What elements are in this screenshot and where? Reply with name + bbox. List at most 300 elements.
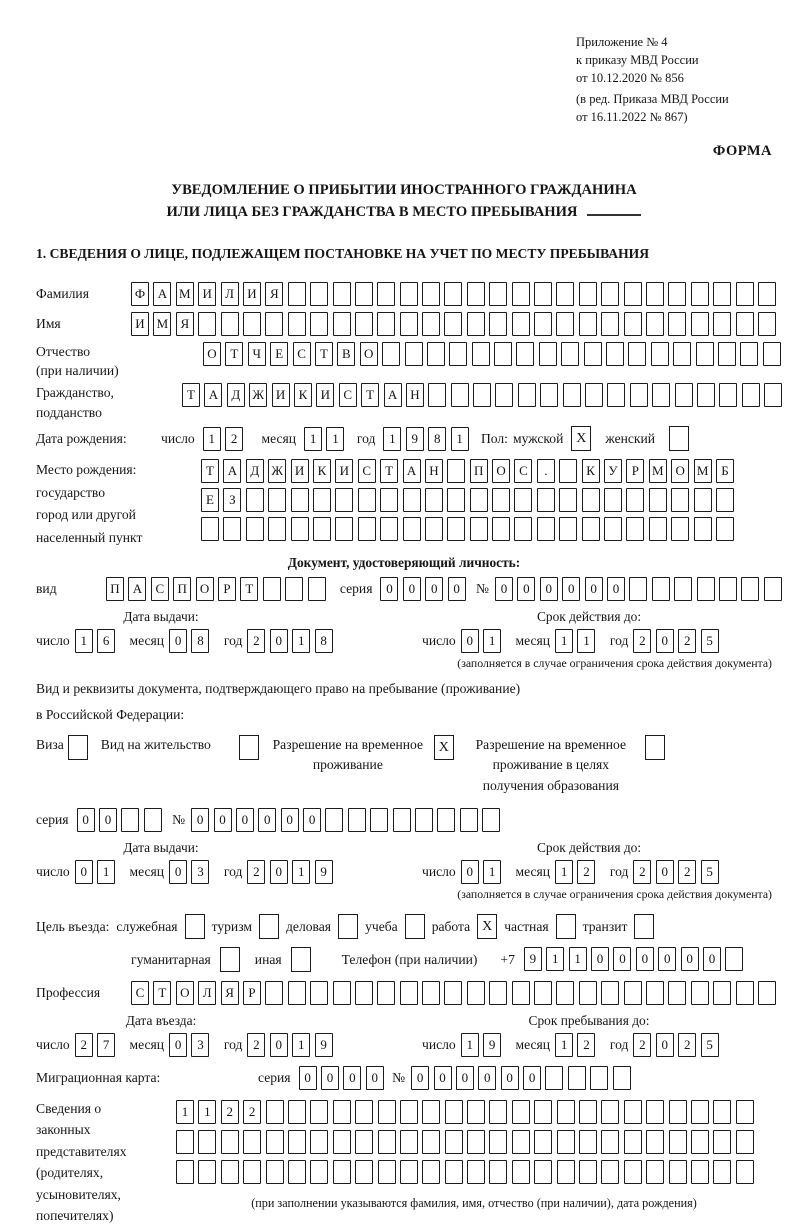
char-box[interactable] <box>545 1066 563 1090</box>
char-box[interactable] <box>415 808 433 832</box>
char-box[interactable] <box>460 808 478 832</box>
char-box[interactable] <box>713 282 731 306</box>
char-box[interactable] <box>669 1100 687 1124</box>
char-box[interactable] <box>718 342 736 366</box>
char-box[interactable]: С <box>293 342 311 366</box>
char-box[interactable]: 0 <box>366 1066 384 1090</box>
char-box[interactable] <box>716 488 734 512</box>
char-box[interactable]: 1 <box>546 947 564 971</box>
char-box[interactable]: 0 <box>343 1066 361 1090</box>
char-box[interactable] <box>467 1100 485 1124</box>
char-box[interactable]: И <box>198 282 216 306</box>
char-box[interactable]: 2 <box>75 1033 93 1057</box>
char-box[interactable] <box>447 488 465 512</box>
char-box[interactable]: 0 <box>523 1066 541 1090</box>
entry-month-input[interactable] <box>169 1033 214 1057</box>
char-box[interactable] <box>266 1160 284 1184</box>
char-box[interactable]: 2 <box>225 427 243 451</box>
char-box[interactable]: 0 <box>214 808 232 832</box>
char-box[interactable] <box>628 342 646 366</box>
char-box[interactable]: 6 <box>97 629 115 653</box>
birth-year-input[interactable] <box>383 427 473 451</box>
char-box[interactable] <box>673 342 691 366</box>
char-box[interactable]: 0 <box>703 947 721 971</box>
char-box[interactable]: 1 <box>97 860 115 884</box>
char-box[interactable] <box>624 282 642 306</box>
char-box[interactable] <box>630 383 648 407</box>
char-box[interactable]: Т <box>240 577 258 601</box>
char-box[interactable] <box>427 342 445 366</box>
char-box[interactable]: 9 <box>406 427 424 451</box>
char-box[interactable] <box>313 488 331 512</box>
residence-expiry-day-input[interactable] <box>461 860 506 884</box>
char-box[interactable] <box>697 383 715 407</box>
char-box[interactable] <box>582 488 600 512</box>
char-box[interactable] <box>764 577 782 601</box>
char-box[interactable] <box>489 1100 507 1124</box>
char-box[interactable] <box>758 981 776 1005</box>
char-box[interactable]: В <box>337 342 355 366</box>
char-box[interactable] <box>512 981 530 1005</box>
char-box[interactable] <box>624 1160 642 1184</box>
char-box[interactable]: С <box>131 981 149 1005</box>
residence-expiry-year-input[interactable] <box>633 860 723 884</box>
char-box[interactable] <box>198 312 216 336</box>
char-box[interactable] <box>559 488 577 512</box>
char-box[interactable] <box>265 312 283 336</box>
char-box[interactable]: О <box>176 981 194 1005</box>
char-box[interactable] <box>713 1160 731 1184</box>
char-box[interactable]: З <box>223 488 241 512</box>
char-box[interactable] <box>579 1100 597 1124</box>
char-box[interactable]: 0 <box>77 808 95 832</box>
char-box[interactable]: М <box>176 282 194 306</box>
char-box[interactable] <box>325 808 343 832</box>
identity-expiry-year-input[interactable] <box>633 629 723 653</box>
char-box[interactable]: 0 <box>303 808 321 832</box>
char-box[interactable] <box>403 517 421 541</box>
char-box[interactable]: 2 <box>678 1033 696 1057</box>
char-box[interactable] <box>713 1130 731 1154</box>
char-box[interactable] <box>736 981 754 1005</box>
identity-kind-input[interactable] <box>106 577 330 601</box>
char-box[interactable]: 9 <box>315 1033 333 1057</box>
char-box[interactable]: О <box>196 577 214 601</box>
residence-option-visa-checkbox[interactable] <box>68 735 88 760</box>
char-box[interactable] <box>377 312 395 336</box>
char-box[interactable] <box>740 342 758 366</box>
char-box[interactable] <box>716 517 734 541</box>
char-box[interactable] <box>310 1100 328 1124</box>
char-box[interactable]: О <box>203 342 221 366</box>
char-box[interactable] <box>268 488 286 512</box>
char-box[interactable]: 0 <box>403 577 421 601</box>
char-box[interactable]: 0 <box>258 808 276 832</box>
char-box[interactable] <box>579 312 597 336</box>
char-box[interactable] <box>489 1160 507 1184</box>
char-box[interactable] <box>579 282 597 306</box>
char-box[interactable] <box>516 342 534 366</box>
char-box[interactable]: 0 <box>434 1066 452 1090</box>
char-box[interactable] <box>428 383 446 407</box>
char-box[interactable]: 9 <box>483 1033 501 1057</box>
char-box[interactable] <box>563 383 581 407</box>
char-box[interactable]: 2 <box>633 860 651 884</box>
stay-year-input[interactable] <box>633 1033 723 1057</box>
char-box[interactable]: 0 <box>501 1066 519 1090</box>
char-box[interactable]: М <box>649 459 667 483</box>
char-box[interactable]: 0 <box>562 577 580 601</box>
char-box[interactable] <box>355 312 373 336</box>
char-box[interactable]: К <box>313 459 331 483</box>
char-box[interactable] <box>613 1066 631 1090</box>
char-box[interactable] <box>400 981 418 1005</box>
residence-option-education-permit-checkbox[interactable] <box>645 735 665 760</box>
residence-series-input[interactable] <box>77 808 167 832</box>
char-box[interactable] <box>176 1160 194 1184</box>
char-box[interactable] <box>380 488 398 512</box>
char-box[interactable] <box>447 517 465 541</box>
char-box[interactable] <box>534 312 552 336</box>
char-box[interactable] <box>590 1066 608 1090</box>
char-box[interactable] <box>422 312 440 336</box>
char-box[interactable] <box>358 488 376 512</box>
phone-input[interactable] <box>524 947 748 971</box>
entry-year-input[interactable] <box>247 1033 337 1057</box>
char-box[interactable]: 1 <box>461 1033 479 1057</box>
char-box[interactable]: Е <box>270 342 288 366</box>
char-box[interactable] <box>512 1130 530 1154</box>
char-box[interactable]: П <box>106 577 124 601</box>
char-box[interactable] <box>534 1130 552 1154</box>
char-box[interactable] <box>652 383 670 407</box>
purpose-tourism-checkbox[interactable] <box>259 914 279 939</box>
char-box[interactable] <box>646 1100 664 1124</box>
char-box[interactable] <box>308 577 326 601</box>
char-box[interactable] <box>556 312 574 336</box>
char-box[interactable]: 1 <box>203 427 221 451</box>
char-box[interactable] <box>472 342 490 366</box>
char-box[interactable] <box>495 383 513 407</box>
char-box[interactable]: 1 <box>555 1033 573 1057</box>
char-box[interactable]: 2 <box>577 1033 595 1057</box>
char-box[interactable] <box>675 383 693 407</box>
char-box[interactable] <box>725 947 743 971</box>
char-box[interactable] <box>512 1100 530 1124</box>
char-box[interactable]: 0 <box>299 1066 317 1090</box>
char-box[interactable] <box>624 312 642 336</box>
char-box[interactable]: С <box>514 459 532 483</box>
birth-month-input[interactable] <box>304 427 349 451</box>
char-box[interactable] <box>444 981 462 1005</box>
stay-day-input[interactable] <box>461 1033 506 1057</box>
char-box[interactable] <box>691 312 709 336</box>
char-box[interactable] <box>568 1066 586 1090</box>
char-box[interactable]: Е <box>201 488 219 512</box>
char-box[interactable]: 7 <box>97 1033 115 1057</box>
char-box[interactable] <box>310 312 328 336</box>
sex-female-checkbox[interactable] <box>669 426 689 451</box>
char-box[interactable] <box>221 312 239 336</box>
identity-issue-day-input[interactable] <box>75 629 120 653</box>
char-box[interactable] <box>176 1130 194 1154</box>
char-box[interactable] <box>539 342 557 366</box>
char-box[interactable] <box>470 517 488 541</box>
char-box[interactable]: С <box>358 459 376 483</box>
char-box[interactable] <box>579 981 597 1005</box>
char-box[interactable] <box>246 517 264 541</box>
char-box[interactable] <box>405 342 423 366</box>
char-box[interactable] <box>489 981 507 1005</box>
char-box[interactable] <box>288 1130 306 1154</box>
birth-place-input-row3[interactable] <box>201 517 738 541</box>
char-box[interactable] <box>713 981 731 1005</box>
char-box[interactable] <box>425 517 443 541</box>
char-box[interactable] <box>691 1160 709 1184</box>
residence-issue-month-input[interactable] <box>169 860 214 884</box>
char-box[interactable] <box>534 981 552 1005</box>
char-box[interactable]: П <box>470 459 488 483</box>
char-box[interactable] <box>489 282 507 306</box>
char-box[interactable] <box>444 282 462 306</box>
char-box[interactable] <box>601 312 619 336</box>
char-box[interactable] <box>198 1130 216 1154</box>
char-box[interactable]: 1 <box>577 629 595 653</box>
patronymic-input[interactable] <box>203 342 785 366</box>
citizenship-input[interactable] <box>182 383 787 407</box>
char-box[interactable] <box>377 981 395 1005</box>
char-box[interactable] <box>400 312 418 336</box>
migration-series-input[interactable] <box>299 1066 389 1090</box>
char-box[interactable]: О <box>671 459 689 483</box>
birth-day-input[interactable] <box>203 427 248 451</box>
char-box[interactable] <box>288 1160 306 1184</box>
char-box[interactable] <box>668 981 686 1005</box>
char-box[interactable] <box>518 383 536 407</box>
char-box[interactable]: А <box>403 459 421 483</box>
char-box[interactable]: М <box>694 459 712 483</box>
char-box[interactable]: И <box>335 459 353 483</box>
char-box[interactable] <box>719 383 737 407</box>
char-box[interactable] <box>333 981 351 1005</box>
char-box[interactable] <box>400 1130 418 1154</box>
char-box[interactable]: Н <box>406 383 424 407</box>
char-box[interactable]: 2 <box>633 1033 651 1057</box>
char-box[interactable] <box>288 282 306 306</box>
char-box[interactable]: 0 <box>456 1066 474 1090</box>
char-box[interactable]: 1 <box>292 860 310 884</box>
char-box[interactable] <box>696 342 714 366</box>
char-box[interactable]: 5 <box>701 629 719 653</box>
char-box[interactable]: 2 <box>243 1100 261 1124</box>
char-box[interactable]: Я <box>221 981 239 1005</box>
char-box[interactable]: Ч <box>248 342 266 366</box>
char-box[interactable]: 2 <box>678 629 696 653</box>
char-box[interactable] <box>669 1130 687 1154</box>
char-box[interactable] <box>355 1160 373 1184</box>
char-box[interactable] <box>445 1100 463 1124</box>
char-box[interactable]: Д <box>246 459 264 483</box>
char-box[interactable] <box>489 1130 507 1154</box>
char-box[interactable] <box>335 488 353 512</box>
char-box[interactable]: Т <box>201 459 219 483</box>
char-box[interactable] <box>201 517 219 541</box>
char-box[interactable]: Т <box>315 342 333 366</box>
char-box[interactable]: 0 <box>591 947 609 971</box>
char-box[interactable]: 0 <box>658 947 676 971</box>
char-box[interactable] <box>736 1100 754 1124</box>
char-box[interactable] <box>629 577 647 601</box>
char-box[interactable]: Ж <box>268 459 286 483</box>
char-box[interactable]: 0 <box>495 577 513 601</box>
char-box[interactable] <box>691 1130 709 1154</box>
char-box[interactable] <box>668 282 686 306</box>
char-box[interactable]: 1 <box>198 1100 216 1124</box>
char-box[interactable]: . <box>537 459 555 483</box>
birth-place-input-row1[interactable] <box>201 459 738 483</box>
char-box[interactable]: 0 <box>517 577 535 601</box>
char-box[interactable] <box>674 577 692 601</box>
char-box[interactable] <box>333 1100 351 1124</box>
char-box[interactable]: Т <box>380 459 398 483</box>
char-box[interactable] <box>400 282 418 306</box>
char-box[interactable]: 0 <box>607 577 625 601</box>
char-box[interactable] <box>492 488 510 512</box>
char-box[interactable]: 2 <box>247 860 265 884</box>
char-box[interactable]: 0 <box>540 577 558 601</box>
residence-issue-year-input[interactable] <box>247 860 337 884</box>
char-box[interactable] <box>758 312 776 336</box>
char-box[interactable] <box>585 383 603 407</box>
char-box[interactable]: 1 <box>176 1100 194 1124</box>
char-box[interactable]: Л <box>221 282 239 306</box>
char-box[interactable] <box>243 312 261 336</box>
char-box[interactable]: 1 <box>326 427 344 451</box>
char-box[interactable]: А <box>204 383 222 407</box>
char-box[interactable]: Ж <box>249 383 267 407</box>
char-box[interactable] <box>449 342 467 366</box>
char-box[interactable] <box>121 808 139 832</box>
char-box[interactable] <box>697 577 715 601</box>
char-box[interactable] <box>266 1130 284 1154</box>
char-box[interactable] <box>482 808 500 832</box>
char-box[interactable]: 1 <box>451 427 469 451</box>
char-box[interactable] <box>144 808 162 832</box>
char-box[interactable] <box>198 1160 216 1184</box>
char-box[interactable] <box>736 1160 754 1184</box>
char-box[interactable]: А <box>384 383 402 407</box>
char-box[interactable] <box>604 488 622 512</box>
char-box[interactable] <box>694 488 712 512</box>
identity-issue-year-input[interactable] <box>247 629 337 653</box>
char-box[interactable] <box>377 282 395 306</box>
char-box[interactable] <box>764 383 782 407</box>
char-box[interactable] <box>467 1160 485 1184</box>
purpose-business-checkbox[interactable] <box>338 914 358 939</box>
char-box[interactable] <box>288 1100 306 1124</box>
char-box[interactable] <box>601 282 619 306</box>
char-box[interactable] <box>425 488 443 512</box>
char-box[interactable]: 0 <box>169 1033 187 1057</box>
char-box[interactable] <box>579 1160 597 1184</box>
residence-option-temporary-permit-checkbox[interactable]: X <box>434 735 454 760</box>
char-box[interactable]: С <box>339 383 357 407</box>
residence-number-input[interactable] <box>191 808 504 832</box>
identity-number-input[interactable] <box>495 577 786 601</box>
char-box[interactable] <box>263 577 281 601</box>
char-box[interactable]: Р <box>626 459 644 483</box>
char-box[interactable]: 0 <box>478 1066 496 1090</box>
char-box[interactable] <box>556 282 574 306</box>
char-box[interactable] <box>444 312 462 336</box>
char-box[interactable]: Д <box>227 383 245 407</box>
char-box[interactable]: 2 <box>221 1100 239 1124</box>
char-box[interactable]: 1 <box>292 629 310 653</box>
char-box[interactable] <box>400 1160 418 1184</box>
char-box[interactable] <box>473 383 491 407</box>
char-box[interactable] <box>310 1160 328 1184</box>
surname-input[interactable] <box>131 282 780 306</box>
char-box[interactable] <box>534 1100 552 1124</box>
char-box[interactable]: Л <box>198 981 216 1005</box>
char-box[interactable] <box>447 459 465 483</box>
char-box[interactable]: 0 <box>425 577 443 601</box>
char-box[interactable]: 0 <box>613 947 631 971</box>
char-box[interactable] <box>713 312 731 336</box>
char-box[interactable] <box>333 1160 351 1184</box>
char-box[interactable]: Н <box>425 459 443 483</box>
purpose-private-checkbox[interactable] <box>556 914 576 939</box>
char-box[interactable] <box>556 981 574 1005</box>
char-box[interactable] <box>736 312 754 336</box>
char-box[interactable] <box>378 1130 396 1154</box>
char-box[interactable] <box>403 488 421 512</box>
char-box[interactable] <box>422 1100 440 1124</box>
char-box[interactable] <box>646 282 664 306</box>
char-box[interactable]: Т <box>182 383 200 407</box>
char-box[interactable] <box>291 488 309 512</box>
char-box[interactable] <box>626 488 644 512</box>
char-box[interactable]: Т <box>153 981 171 1005</box>
char-box[interactable] <box>763 342 781 366</box>
char-box[interactable]: П <box>173 577 191 601</box>
char-box[interactable] <box>736 282 754 306</box>
char-box[interactable] <box>646 981 664 1005</box>
char-box[interactable] <box>649 488 667 512</box>
char-box[interactable] <box>492 517 510 541</box>
char-box[interactable] <box>557 1130 575 1154</box>
char-box[interactable]: 0 <box>636 947 654 971</box>
char-box[interactable] <box>378 1100 396 1124</box>
char-box[interactable] <box>540 383 558 407</box>
profession-input[interactable] <box>131 981 780 1005</box>
char-box[interactable] <box>223 517 241 541</box>
char-box[interactable]: К <box>582 459 600 483</box>
char-box[interactable] <box>758 282 776 306</box>
identity-expiry-month-input[interactable] <box>555 629 600 653</box>
char-box[interactable] <box>512 312 530 336</box>
char-box[interactable]: 9 <box>315 860 333 884</box>
char-box[interactable] <box>355 1130 373 1154</box>
char-box[interactable]: 0 <box>681 947 699 971</box>
char-box[interactable] <box>694 517 712 541</box>
char-box[interactable] <box>422 282 440 306</box>
char-box[interactable] <box>355 282 373 306</box>
representatives-input-row3[interactable] <box>176 1160 758 1184</box>
char-box[interactable] <box>649 517 667 541</box>
char-box[interactable]: 0 <box>169 629 187 653</box>
char-box[interactable]: Я <box>176 312 194 336</box>
